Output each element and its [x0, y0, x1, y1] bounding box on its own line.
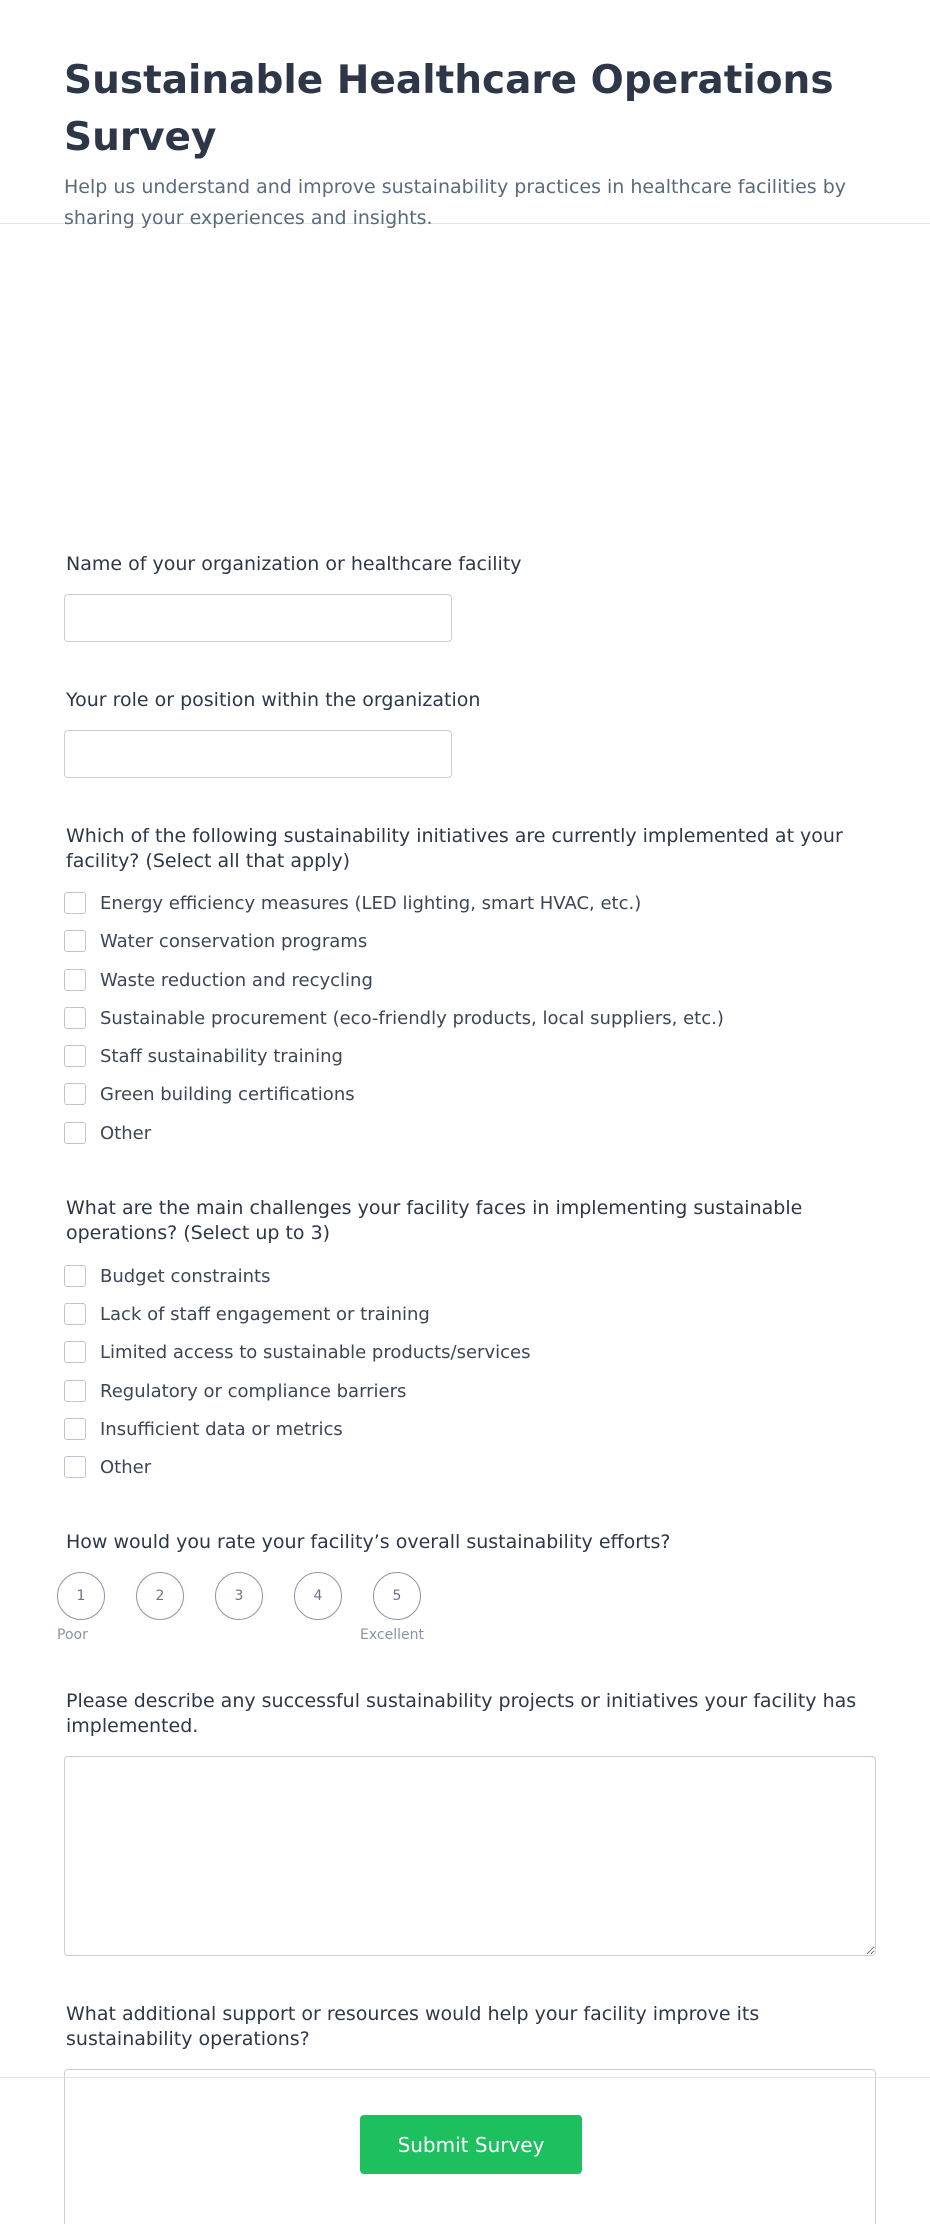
rating-option-5[interactable]: 5 — [373, 1572, 421, 1620]
checkbox[interactable] — [64, 1341, 86, 1363]
initiative-option-green-building[interactable] — [64, 1081, 355, 1107]
initiatives-label: Which of the following sustainability initiatives are currently implemented at your facility? (Select all that apply) — [66, 825, 843, 872]
option-label: Budget constraints — [100, 1265, 271, 1287]
checkbox[interactable] — [64, 1083, 86, 1105]
challenge-option-staff[interactable] — [64, 1301, 430, 1327]
submit-button[interactable]: Submit Survey — [360, 2115, 582, 2174]
option-label: Limited access to sustainable products/services — [100, 1341, 531, 1363]
option-label: Regulatory or compliance barriers — [100, 1380, 407, 1402]
rating-high-label: Excellent — [360, 1627, 424, 1643]
checkbox[interactable] — [64, 1265, 86, 1287]
option-label: Insufficient data or metrics — [100, 1418, 343, 1440]
rating-label: How would you rate your facility’s overall sustainability efforts? — [66, 1531, 671, 1553]
challenge-option-regulatory[interactable] — [64, 1378, 406, 1404]
option-label: Lack of staff engagement or training — [100, 1303, 430, 1325]
rating-option-4[interactable]: 4 — [294, 1572, 342, 1620]
initiative-option-waste[interactable] — [64, 967, 373, 993]
projects-label: Please describe any successful sustainability projects or initiatives your facility has implemented. — [66, 1690, 857, 1737]
challenge-option-access[interactable] — [64, 1339, 530, 1365]
option-label: Other — [100, 1456, 152, 1478]
rating-option-1[interactable]: 1 — [57, 1572, 105, 1620]
checkbox[interactable] — [64, 1007, 86, 1029]
role-input[interactable] — [64, 730, 452, 778]
checkbox[interactable] — [64, 1380, 86, 1402]
option-label: Other — [100, 1122, 152, 1144]
checkbox[interactable] — [64, 1303, 86, 1325]
challenge-option-budget[interactable] — [64, 1263, 271, 1289]
initiative-option-training[interactable] — [64, 1043, 343, 1069]
challenge-option-data[interactable] — [64, 1416, 343, 1442]
page-title: Sustainable Healthcare Operations Survey — [64, 58, 834, 160]
option-label: Sustainable procurement (eco-friendly products, local suppliers, etc.) — [100, 1007, 724, 1029]
initiative-option-energy[interactable] — [64, 890, 641, 916]
survey-header — [0, 0, 930, 229]
projects-textarea[interactable] — [64, 1756, 876, 1956]
checkbox[interactable] — [64, 969, 86, 991]
challenge-option-other[interactable] — [64, 1454, 151, 1480]
checkbox[interactable] — [64, 930, 86, 952]
challenges-label: What are the main challenges your facility faces in implementing sustainable operations? (Select up to 3) — [66, 1197, 803, 1244]
rating-option-2[interactable]: 2 — [136, 1572, 184, 1620]
checkbox[interactable] — [64, 1122, 86, 1144]
checkbox[interactable] — [64, 1045, 86, 1067]
org-label: Name of your organization or healthcare facility — [66, 553, 522, 575]
option-label: Water conservation programs — [100, 930, 368, 952]
footer-divider — [0, 2077, 930, 2078]
support-label: What additional support or resources would help your facility improve its sustainability operations? — [66, 2003, 760, 2050]
page-subtitle: Help us understand and improve sustainability practices in healthcare facilities by sharing your experiences and insights. — [64, 176, 847, 229]
option-label: Green building certifications — [100, 1083, 355, 1105]
rating-option-3[interactable]: 3 — [215, 1572, 263, 1620]
initiative-option-other[interactable] — [64, 1120, 151, 1146]
rating-low-label: Poor — [57, 1627, 88, 1643]
checkbox[interactable] — [64, 892, 86, 914]
initiative-option-water[interactable] — [64, 928, 367, 954]
checkbox[interactable] — [64, 1456, 86, 1478]
option-label: Waste reduction and recycling — [100, 969, 373, 991]
checkbox[interactable] — [64, 1418, 86, 1440]
option-label: Energy efficiency measures (LED lighting, smart HVAC, etc.) — [100, 892, 642, 914]
role-label: Your role or position within the organization — [66, 689, 481, 711]
org-input[interactable] — [64, 594, 452, 642]
initiative-option-procurement[interactable] — [64, 1005, 724, 1031]
option-label: Staff sustainability training — [100, 1045, 343, 1067]
